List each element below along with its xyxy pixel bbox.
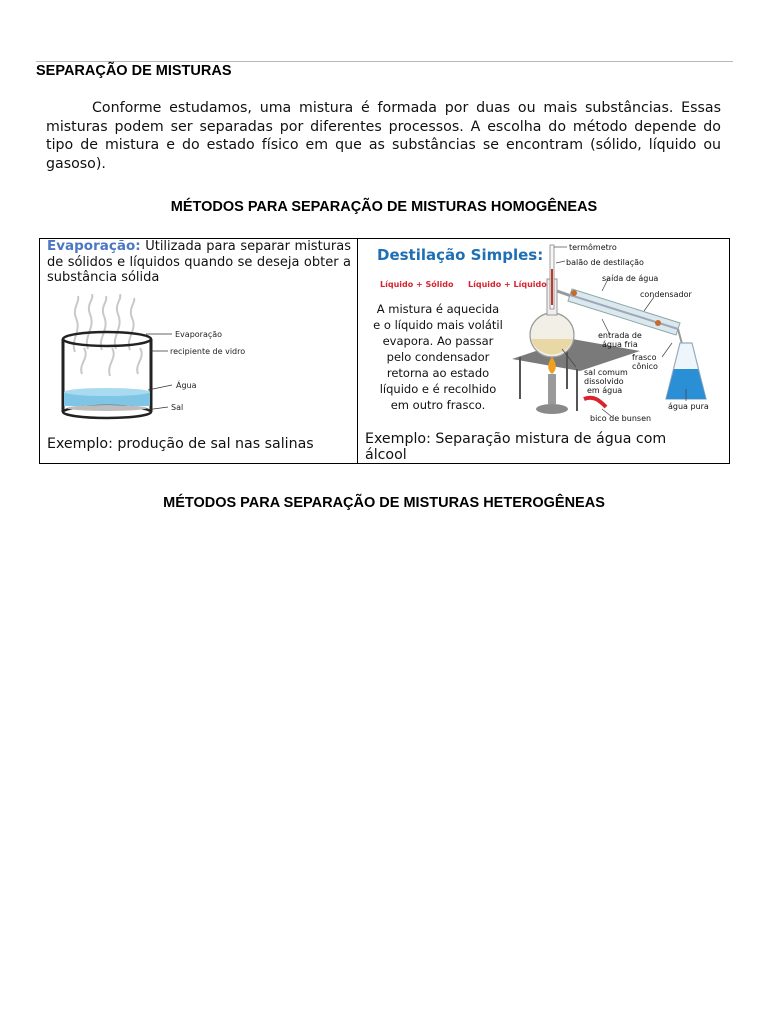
label-evaporacao: Evaporação: [175, 330, 223, 339]
label-recipiente: recipiente de vidro: [170, 347, 246, 356]
label-sal: sal comum: [584, 368, 628, 377]
distillation-title: Destilação Simples:: [377, 246, 544, 264]
evaporation-example: Exemplo: produção de sal nas salinas: [47, 436, 314, 452]
methods-table: [39, 238, 730, 464]
desc-line: evapora. Ao passar: [382, 334, 494, 348]
label-condensador: condensador: [640, 290, 692, 299]
evaporation-term: Evaporação:: [47, 238, 141, 254]
label-saida: saída de água: [602, 274, 659, 283]
homogeneous-heading: MÉTODOS PARA SEPARAÇÃO DE MISTURAS HOMOGÊNEAS: [170, 199, 598, 215]
desc-line: e o líquido mais volátil: [373, 318, 503, 332]
distillation-example: Exemplo: Separação mistura de água com álcool: [365, 431, 667, 463]
desc-line: líquido e é recolhido: [379, 382, 497, 396]
intro-paragraph: Conforme estudamos, uma mistura é formada por duas ou mais substâncias. Essas misturas podem ser separadas por diferentes processos. A escolha do método depende do tipo de mistura e do estado físico em que as substâncias se encontram (sólido, líquido ou gasoso).: [46, 100, 721, 172]
label-sal: em água: [587, 386, 623, 395]
label-frasco: frasco: [632, 353, 657, 362]
top-rule: [36, 61, 733, 62]
label-entrada: entrada de: [598, 331, 642, 340]
label-entrada: água fria: [602, 340, 638, 349]
label-sal: dissolvido: [584, 377, 624, 386]
page-title: SEPARAÇÃO DE MISTURAS: [36, 63, 232, 79]
tag-liquido-solido: Líquido + Sólido: [380, 280, 454, 289]
label-agua-pura: água pura: [668, 402, 709, 411]
label-frasco: cônico: [632, 362, 658, 371]
desc-line: A mistura é aquecida: [376, 302, 500, 316]
heterogeneous-heading: MÉTODOS PARA SEPARAÇÃO DE MISTURAS HETEROGÊNEAS: [163, 495, 605, 511]
evaporation-text: [47, 239, 351, 286]
label-agua: Água: [176, 381, 197, 390]
label-bico: bico de bunsen: [590, 414, 652, 423]
desc-line: em outro frasco.: [390, 398, 486, 412]
distillation-illustration: [362, 239, 712, 429]
label-balao: balão de destilação: [566, 258, 644, 267]
evaporation-illustration: [50, 294, 270, 429]
evaporation-cell: [40, 239, 358, 464]
label-termometro: termômetro: [569, 243, 617, 252]
beaker-icon: [63, 332, 151, 418]
desc-line: retorna ao estado: [386, 366, 490, 380]
label-sal: Sal: [171, 403, 184, 412]
vapor-icon: [74, 294, 142, 376]
distillation-cell: [358, 239, 730, 464]
desc-line: pelo condensador: [386, 350, 490, 364]
distillation-description: [373, 302, 503, 412]
tag-liquido-liquido: Líquido + Líquido: [468, 280, 547, 289]
evaporation-description: Utilizada para separar misturas de sólidos e líquidos quando se deseja obter a substância sólida: [47, 239, 351, 285]
